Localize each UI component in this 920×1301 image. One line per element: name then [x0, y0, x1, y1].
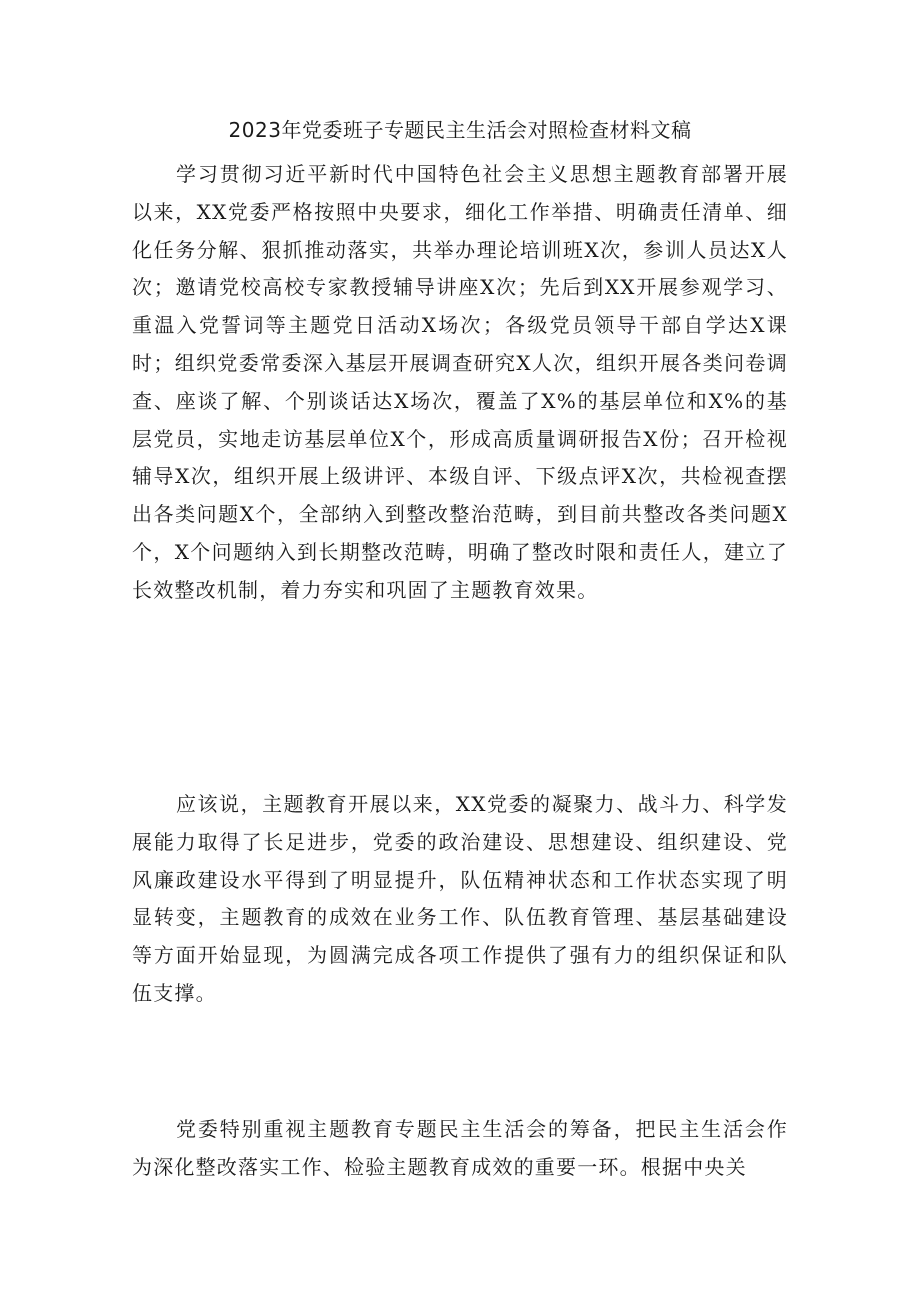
paragraph-1: 学习贯彻习近平新时代中国特色社会主义思想主题教育部署开展以来，XX党委严格按照中央要求，细化工作举措、明确责任清单、细化任务分解、狠抓推动落实，共举办理论培训班X次，参训人员达X人次；邀请党校高校专家教授辅导讲座X次；先后到XX开展参观学习、重温入党誓词等主题党日活动X场次；各级党员领导干部自学达X课时；组织党委常委深入基层开展调查研究X人次，组织开展各类问卷调查、座谈了解、个别谈话达X场次，覆盖了X%的基层单位和X%的基层党员，实地走访基层单位X个，形成高质量调研报告X份；召开检视辅导X次，组织开展上级讲评、本级自评、下级点评X次，共检视查摆出各类问题X个，全部纳入到整改整治范畴，到目前共整改各类问题X个，X个问题纳入到长期整改范畴，明确了整改时限和责任人，建立了长效整改机制，着力夯实和巩固了主题教育效果。 [132, 162, 788, 602]
document-title: 2023年党委班子专题民主生活会对照检查材料文稿 [228, 118, 692, 142]
paragraph-2: 应该说，主题教育开展以来，XX党委的凝聚力、战斗力、科学发展能力取得了长足进步，党委的政治建设、思想建设、组织建设、党风廉政建设水平得到了明显提升，队伍精神状态和工作状态实现了明显转变，主题教育的成效在业务工作、队伍教育管理、基层基础建设等方面开始显现，为圆满完成各项工作提供了强有力的组织保证和队伍支撑。 [132, 792, 788, 1005]
paragraph-3: 党委特别重视主题教育专题民主生活会的筹备，把民主生活会作为深化整改落实工作、检验主题教育成效的重要一环。根据中央关 [132, 1117, 788, 1179]
